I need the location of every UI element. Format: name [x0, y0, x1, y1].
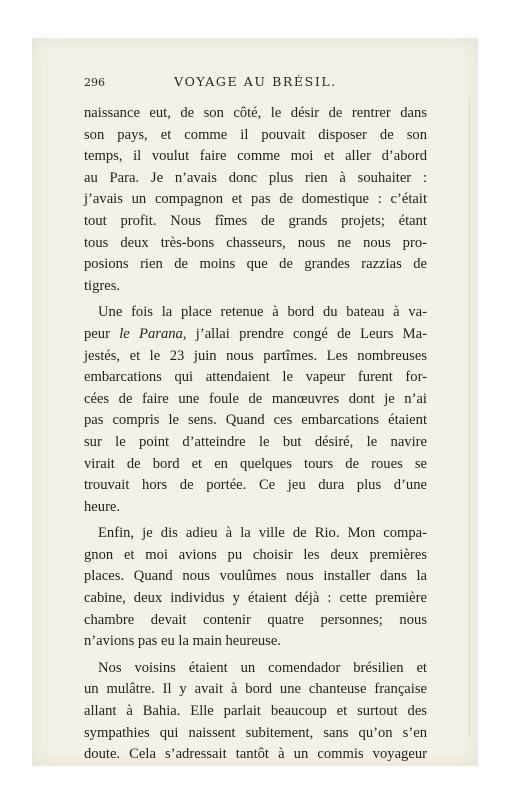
text-line: pas compris le sens. Quand ces embarcations étaient: [84, 412, 427, 429]
text-line: chambre devait contenir quatre personnes; nous: [84, 611, 427, 628]
text-line: embarcations qui attendaient le vapeur furent for-: [84, 369, 427, 386]
text-line: doute. Cela s’adressait tantôt à un commis voyageur: [84, 746, 427, 763]
text-line: virait de bord et en quelques tours de roues se: [84, 455, 427, 472]
text-line: jestés, et le 23 juin nous partîmes. Les nombreuses: [84, 347, 427, 364]
text-line: j’avais un compagnon et pas de domestique : c’était: [84, 191, 427, 208]
ship-name: le Parana: [119, 325, 183, 342]
running-head: VOYAGE AU BRÉSIL.: [174, 74, 337, 89]
page-edge-shadow: [469, 98, 470, 738]
text-line: posions rien de moins que de grandes razzias de: [84, 256, 427, 273]
text-line: peur le Parana, j’allai prendre congé de Leurs Ma-: [84, 325, 427, 342]
text-line: Enfin, je dis adieu à la ville de Rio. Mon compa-: [98, 525, 427, 542]
text-line: tout profit. Nous fîmes de grands projets; étant: [84, 212, 427, 229]
paragraph-1: [84, 103, 427, 297]
text-line: places. Quand nous voulûmes nous installer dans la: [84, 568, 427, 585]
paragraph-2: [84, 302, 427, 518]
paragraph-4: [84, 658, 427, 766]
page-header: [84, 72, 427, 92]
paragraph-3: [84, 523, 427, 653]
text-line: cées de faire une foule de manœuvres dont je n’ai: [84, 390, 427, 407]
text-line: gnon et moi avions pu choisir les deux premières: [84, 546, 427, 563]
text-line: son pays, et comme il pouvait disposer de son: [84, 126, 427, 143]
text-line: Nos voisins étaient un comendador brésilien et: [98, 659, 427, 676]
text-line: n’avions pas eu la main heureuse.: [84, 633, 281, 650]
text-line: naissance eut, de son côté, le désir de rentrer dans: [84, 105, 427, 121]
text-line: un mulâtre. Il y avait à bord une chanteuse française: [84, 681, 427, 698]
text-line: cabine, deux individus y étaient déjà : cette première: [84, 590, 427, 607]
text-line: sympathies qui naissent subitement, sans qu’on s’en: [84, 724, 427, 741]
body-text: [84, 103, 427, 771]
text-line: au Para. Je n’avais donc plus rien à souhaiter :: [84, 169, 427, 186]
text-line: allant à Bahia. Elle parlait beaucoup et surtout des: [84, 703, 427, 720]
text-line: tous deux très-bons chasseurs, nous ne nous pro-: [84, 234, 427, 251]
text-line: temps, il voulut faire comme moi et aller d’abord: [84, 148, 427, 165]
text-line: tigres.: [84, 277, 121, 294]
text-line: sur le point d’atteindre le but désiré, le navire: [84, 433, 427, 450]
page-number: 296: [84, 76, 105, 89]
text-line: heure.: [84, 498, 121, 515]
text-line: Une fois la place retenue à bord du bateau à va-: [98, 304, 427, 321]
text-line: trouvait hors de portée. Ce jeu dura plus d’une: [84, 477, 427, 494]
